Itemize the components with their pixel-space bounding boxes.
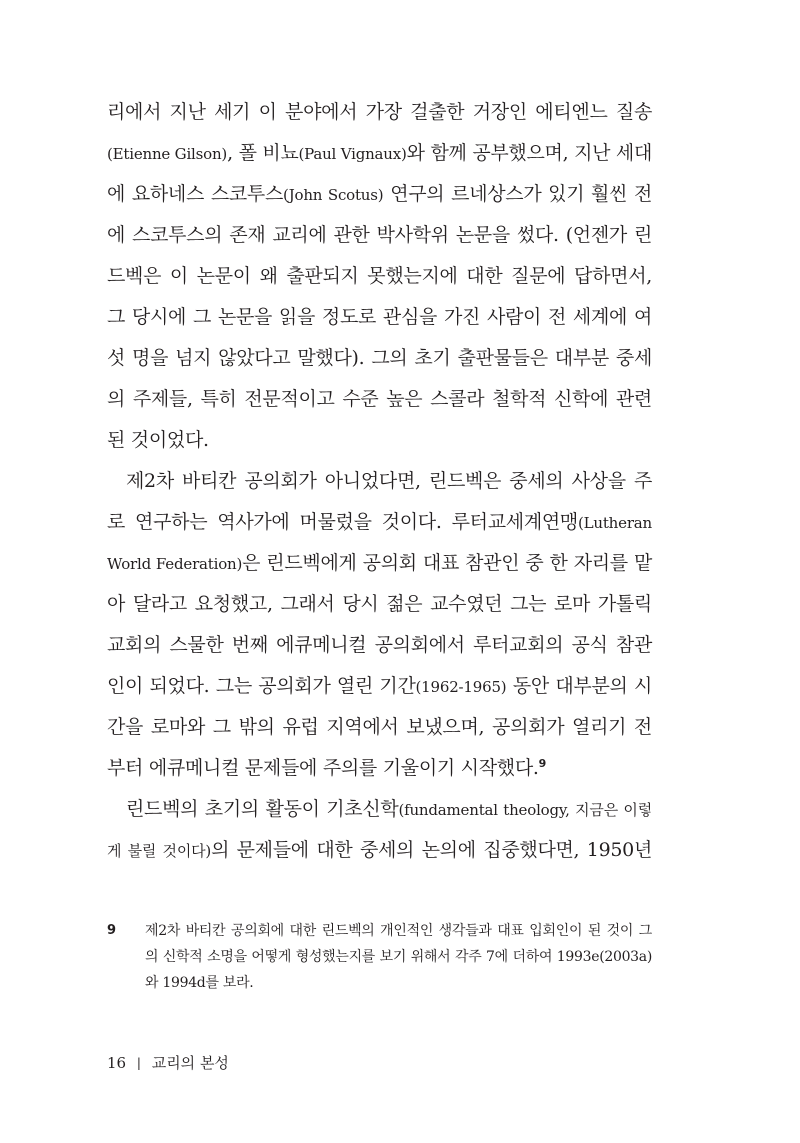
- footer-separator: |: [136, 1056, 141, 1070]
- text-line: 간을 로마와 그 밖의 유럽 지역에서 보냈으며, 공의회가 열리기 전: [107, 716, 652, 738]
- footnote-ref[interactable]: 9: [538, 757, 546, 770]
- footnote-number: 9: [107, 923, 116, 938]
- footnote: [107, 918, 652, 996]
- text-line: 게 불릴 것이다)의 문제들에 대한 중세의 논의에 집중했다면, 1950년: [107, 839, 653, 861]
- body-text: [107, 92, 652, 871]
- text-line: 에 요하네스 스코투스(John Scotus) 연구의 르네상스가 있기 훨씬 전: [107, 183, 652, 205]
- text-line: 리에서 지난 세기 이 분야에서 가장 걸출한 거장인 에티엔느 질송: [107, 101, 652, 123]
- footnote-line: 와 1994d를 보라.: [145, 975, 254, 991]
- text-line: 그 당시에 그 논문을 읽을 정도로 관심을 가진 사람이 전 세계에 여: [107, 306, 652, 328]
- footnote-line: 의 신학적 소명을 어떻게 형성했는지를 보기 위해서 각주 7에 더하여 1993e(2003a): [145, 949, 652, 965]
- text-line: (Etienne Gilson), 폴 비뇨(Paul Vignaux)와 함께 공부했으며, 지난 세대: [107, 142, 653, 164]
- text-line: 인이 되었다. 그는 공의회가 열린 기간(1962-1965) 동안 대부분의 시: [107, 675, 652, 697]
- footnote-text: [145, 918, 652, 996]
- text-line: 아 달라고 요청했고, 그래서 당시 젊은 교수였던 그는 로마 가톨릭: [107, 593, 652, 615]
- text-line: World Federation)은 린드벡에게 공의회 대표 참관인 중 한 자리를 맡: [107, 552, 653, 574]
- text-line: 교회의 스물한 번째 에큐메니컬 공의회에서 루터교회의 공식 참관: [107, 634, 652, 656]
- footnote-line: 제2차 바티칸 공의회에 대한 린드벡의 개인적인 생각들과 대표 입회인이 된 것이 그: [145, 923, 652, 939]
- text-line: 린드벡의 초기의 활동이 기초신학(fundamental theology, 지금은 이렇: [126, 798, 652, 820]
- text-line: 에 스코투스의 존재 교리에 관한 박사학위 논문을 썼다. (언젠가 린: [107, 224, 652, 246]
- page-footer: [107, 1052, 229, 1073]
- text-line: 부터 에큐메니컬 문제들에 주의를 기울이기 시작했다.$^9$: [107, 757, 546, 779]
- running-title: 교리의 본성: [151, 1054, 229, 1072]
- text-line: 드벡은 이 논문이 왜 출판되지 못했는지에 대한 질문에 답하면서,: [107, 265, 652, 287]
- text-line: 된 것이었다.: [107, 429, 209, 451]
- text-line: 의 주제들, 특히 전문적이고 수준 높은 스콜라 철학적 신학에 관련: [107, 388, 652, 410]
- page-number: 16: [107, 1054, 127, 1072]
- text-line: 섯 명을 넘지 않았다고 말했다). 그의 초기 출판물들은 대부분 중세: [107, 347, 652, 369]
- text-line: 로 연구하는 역사가에 머물렀을 것이다. 루터교세계연맹(Lutheran: [107, 511, 652, 533]
- text-line: 제2차 바티칸 공의회가 아니었다면, 린드벡은 중세의 사상을 주: [126, 470, 652, 492]
